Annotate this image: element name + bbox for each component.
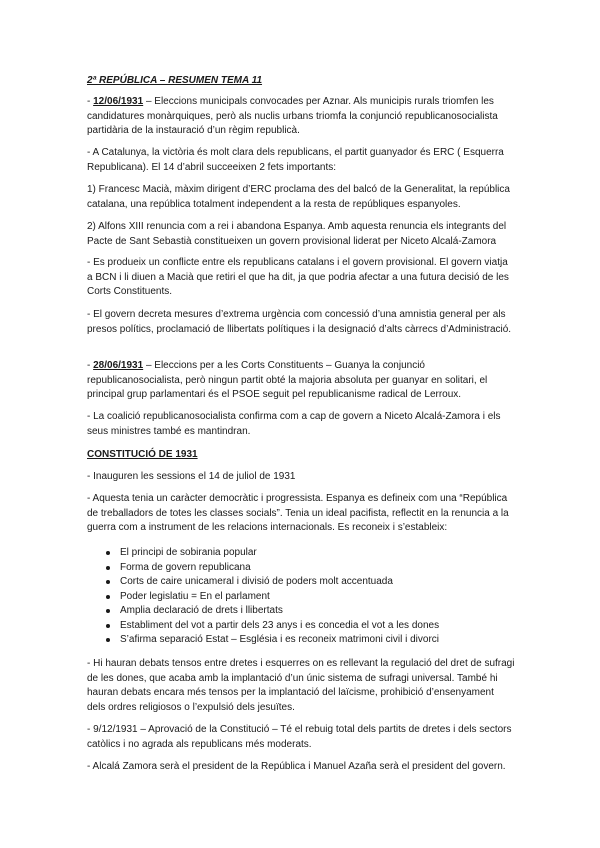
paragraph-text: – Eleccions municipals convocades per Aznar. Als municipis rurals triomfen les candidatures monàrquiques, però als nuclis urbans triomfa la conjunció republicanosocialista partidària de la instauració d’un règim republicà. [87,96,498,137]
constitution-principles-list [87,546,515,648]
paragraph-presidents: - Alcalá Zamora serà el president de la República i Manuel Azaña serà el president del govern. [87,761,506,772]
paragraph-prefix: - [87,96,94,107]
paragraph-coalition: - La coalició republicanosocialista confirma com a cap de govern a Niceto Alcalá-Zamora i els seus ministres també es mantindran. [87,411,501,437]
section-heading-constitucio: CONSTITUCIÓ DE 1931 [87,449,198,460]
list-item: S’afirma separació Estat – Església i es reconeix matrimoni civil i divorci [87,633,515,648]
document-title: 2ª REPÚBLICA – RESUMEN TEMA 11 [87,75,263,86]
paragraph-corts-elections [87,359,515,403]
list-item: Corts de caire unicameral i divisió de poders molt accentuada [87,575,515,590]
paragraph-conflict: - Es produeix un conflicte entre els republicans catalans i el govern provisional. El govern viatja a BCN i li diuen a Macià que retiri el que ha dit, ja que podria afectar a una futura decisió de les Corts Constituents. [87,257,509,298]
list-item: Poder legislatiu = En el parlament [87,590,515,605]
paragraph-urgent-measures: - El govern decreta mesures d’extrema urgència com concessió d’una amnistia general per als presos polítics, proclamació de llibertats polítiques i la designació d’alts càrrecs d’Administració. [87,309,512,335]
paragraph-fact-1-macia: 1) Francesc Macià, màxim dirigent d’ERC proclama des del balcó de la Generalitat, la república catalana, una república totalment independent a la resta de repúbliques espanyoles. [87,184,510,210]
date-28-06-1931: 28/06/1931 [93,360,144,371]
list-item: Amplia declaració de drets i llibertats [87,604,515,619]
paragraph-prefix: - [87,360,94,371]
list-item: Establiment del vot a partir dels 23 anys i es concedia el vot a les dones [87,619,515,634]
paragraph-approval: - 9/12/1931 – Aprovació de la Constitució – Té el rebuig total dels partits de dretes i dels sectors catòlics i no agrada als republicans més moderats. [87,724,512,750]
paragraph-inauguration: - Inauguren les sessions el 14 de juliol de 1931 [87,471,296,482]
paragraph-catalunya-victory: - A Catalunya, la victòria és molt clara dels republicans, el partit guanyador és ERC ( Esquerra Republicana). El 14 d’abril succeeixen 2 fets importants: [87,147,504,173]
list-item: Forma de govern republicana [87,561,515,576]
paragraph-debates: - Hi hauran debats tensos entre dretes i esquerres on es rellevant la regulació del dret de sufragi de les dones, que acaba amb la implantació d’un únic sistema de sufragi universal. També hi hauran debats encara més tensos per la implantació del laïcisme, prohibició d’ensenyament dels ordres religiosos o l’expulsió dels jesuïtes. [87,658,515,713]
paragraph-municipal-elections [87,95,515,139]
paragraph-democratic-character: - Aquesta tenia un caràcter democràtic i progressista. Espanya es defineix com una “República de treballadors de totes les classes socials”. Tenia un ideal pacifista, reflectit en la renuncia a la guerra com a instrument de les relacions internacionals. Es reconeix i s’estableix: [87,493,509,534]
paragraph-fact-2-alfons: 2) Alfons XIII renuncia com a rei i abandona Espanya. Amb aquesta renuncia els integrants del Pacte de Sant Sebastià constitueixen un govern provisional liderat per Niceto Alcalá-Zamora [87,221,507,247]
list-item: El principi de sobirania popular [87,546,515,561]
date-12-06-1931: 12/06/1931 [93,96,144,107]
paragraph-text: – Eleccions per a les Corts Constituents – Guanya la conjunció republicanosocialista, però ningun partit obté la majoria absoluta per guanyar en solitari, el principal grup parlamentari és el PSOE seguit pel republicanisme radical de Lerroux. [87,360,488,401]
